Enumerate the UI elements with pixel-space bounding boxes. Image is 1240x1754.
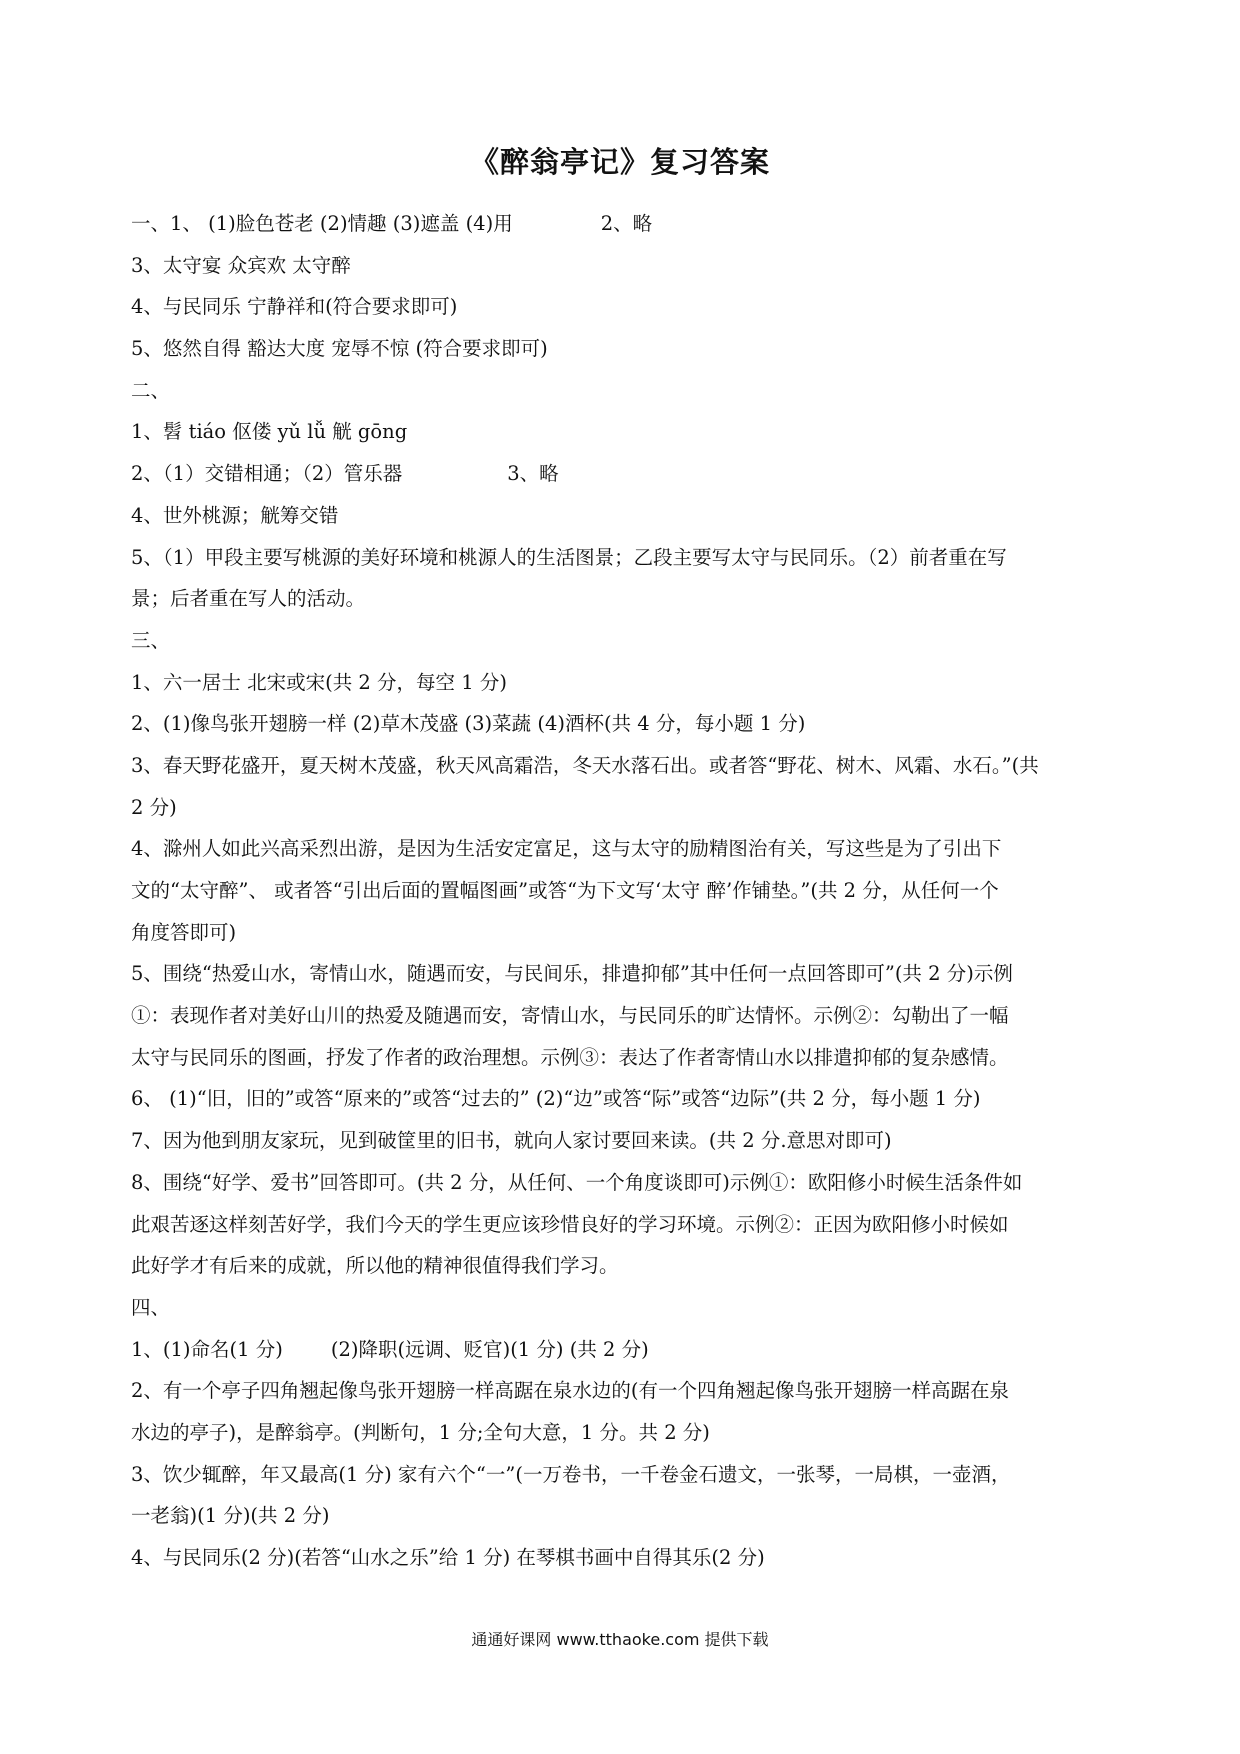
line-text: 8、围绕“好学、爱书”回答即可。(共 2 分，从任何、一个角度谈即可)示例①：欧阳修小时候生活条件如 [131, 1170, 1023, 1194]
line-text: ①：表现作者对美好山川的热爱及随遇而安，寄情山水，与民同乐的旷达情怀。示例②：勾勒出了一幅 [131, 1004, 1009, 1028]
text-line [131, 1162, 1116, 1204]
line-text: 2、（1）交错相通；（2）管乐器 [131, 462, 403, 486]
line-text: 3、太守宴 众宾欢 太守醉 [131, 253, 351, 277]
line-text: 3、春天野花盛开，夏天树木茂盛，秋天风高霜浩，冬天水落石出。或者答“野花、树木、风霜、水石。”(共 [131, 753, 1039, 777]
line-text: 4、滁州人如此兴高采烈出游，是因为生活安定富足，这与太守的励精图治有关，写这些是为了引出下 [131, 837, 1002, 861]
line-text: 此好学才有后来的成就，所以他的精神很值得我们学习。 [131, 1254, 619, 1278]
line-text: 一老翁)(1 分)(共 2 分) [131, 1504, 330, 1528]
text-line [131, 1329, 1116, 1371]
text-line [131, 453, 1116, 495]
line-text: 二、 [131, 378, 171, 402]
text-line [131, 245, 1116, 287]
line-text: 2 分) [131, 795, 177, 819]
text-line [131, 1078, 1116, 1120]
line-text: 1、髫 tiáo 伛偻 yǔ lǚ 觥 gōng [131, 420, 408, 444]
section-heading [131, 620, 1116, 662]
line-text: 四、 [131, 1295, 171, 1319]
text-line [131, 1495, 1116, 1537]
line-text: 此艰苦逐这样刻苦好学，我们今天的学生更应该珍惜良好的学习环境。示例②：正因为欧阳修小时候如 [131, 1212, 1009, 1236]
line-text: 2、(1)像鸟张开翅膀一样 (2)草木茂盛 (3)菜蔬 (4)酒杯(共 4 分，每小题 1 分) [131, 712, 806, 736]
section-heading [131, 1287, 1116, 1329]
line-extra-text: (2)降职(远调、贬官)(1 分) (共 2 分) [330, 1337, 649, 1361]
text-line [131, 1454, 1116, 1496]
text-line [131, 203, 1116, 245]
line-text: 3、饮少辄醉，年又最高(1 分) 家有六个“一”(一万卷书，一千卷金石遗文，一张琴，一局棋，一壶酒， [131, 1462, 1011, 1486]
text-line [131, 1412, 1116, 1454]
line-text: 7、因为他到朋友家玩，见到破筐里的旧书，就向人家讨要回来读。(共 2 分.意思对即可) [131, 1129, 892, 1153]
line-text: 5、悠然自得 豁达大度 宠辱不惊 (符合要求即可) [131, 337, 548, 361]
section-heading [131, 370, 1116, 412]
line-text: 5、（1）甲段主要写桃源的美好环境和桃源人的生活图景；乙段主要写太守与民同乐。（2）前者重在写 [131, 545, 1007, 569]
text-line [131, 828, 1116, 870]
text-line [131, 953, 1116, 995]
text-line [131, 745, 1116, 787]
line-text: 水边的亭子)，是醉翁亭。(判断句，1 分;全句大意，1 分。共 2 分) [131, 1420, 710, 1444]
line-extra-text: 2、略 [600, 212, 653, 235]
text-line [131, 286, 1116, 328]
line-text: 1、(1)命名(1 分) [131, 1337, 283, 1361]
text-line [131, 328, 1116, 370]
text-line [131, 995, 1116, 1037]
line-text: 三、 [131, 628, 171, 652]
text-line [131, 1370, 1116, 1412]
text-line [131, 1537, 1116, 1579]
line-text: 一、1、 (1)脸色苍老 (2)情趣 (3)遮盖 (4)用 [131, 212, 513, 235]
text-line [131, 662, 1116, 704]
text-line [131, 495, 1116, 537]
text-line [131, 537, 1116, 579]
text-line [131, 912, 1116, 954]
text-line [131, 1245, 1116, 1287]
document-title: 《醉翁亭记》复习答案 [469, 145, 770, 179]
line-text: 太守与民同乐的图画，抒发了作者的政治理想。示例③：表达了作者寄情山水以排遣抑郁的复杂感情。 [131, 1045, 1009, 1069]
line-text: 4、世外桃源；觥筹交错 [131, 503, 339, 527]
text-line [131, 1204, 1116, 1246]
text-line [131, 411, 1116, 453]
text-line [131, 578, 1116, 620]
answer-body [131, 203, 1116, 1579]
line-text: 文的“太守醉”、 或者答“引出后面的置幅图画”或答“为下文写‘太守 醉’作铺垫。”(共 2 分，从任何一个 [131, 879, 999, 902]
line-text: 景；后者重在写人的活动。 [131, 587, 366, 611]
text-line [131, 703, 1116, 745]
line-text: 1、六一居士 北宋或宋(共 2 分，每空 1 分) [131, 670, 507, 694]
line-text: 2、有一个亭子四角翘起像鸟张开翅膀一样高踞在泉水边的(有一个四角翘起像鸟张开翅膀一样高踞在泉 [131, 1379, 1010, 1403]
line-text: 5、围绕“热爱山水，寄情山水，随遇而安，与民间乐，排遣抑郁”其中任何一点回答即可”(共 2 分)示例 [131, 962, 1013, 986]
line-text: 角度答即可) [131, 920, 237, 944]
page-footer: 通通好课网 www.tthaoke.com 提供下载 [471, 1630, 769, 1649]
text-line [131, 870, 1116, 912]
line-text: 6、 (1)“旧，旧的”或答“原来的”或答“过去的” (2)“边”或答“际”或答“边际”(共 2 分，每小题 1 分) [131, 1087, 981, 1111]
line-text: 4、与民同乐 宁静祥和(符合要求即可) [131, 295, 458, 319]
text-line [131, 1037, 1116, 1079]
line-text: 4、与民同乐(2 分)(若答“山水之乐”给 1 分) 在琴棋书画中自得其乐(2 分) [131, 1546, 765, 1569]
text-line [131, 787, 1116, 829]
line-extra-text: 3、略 [507, 462, 559, 486]
text-line [131, 1120, 1116, 1162]
